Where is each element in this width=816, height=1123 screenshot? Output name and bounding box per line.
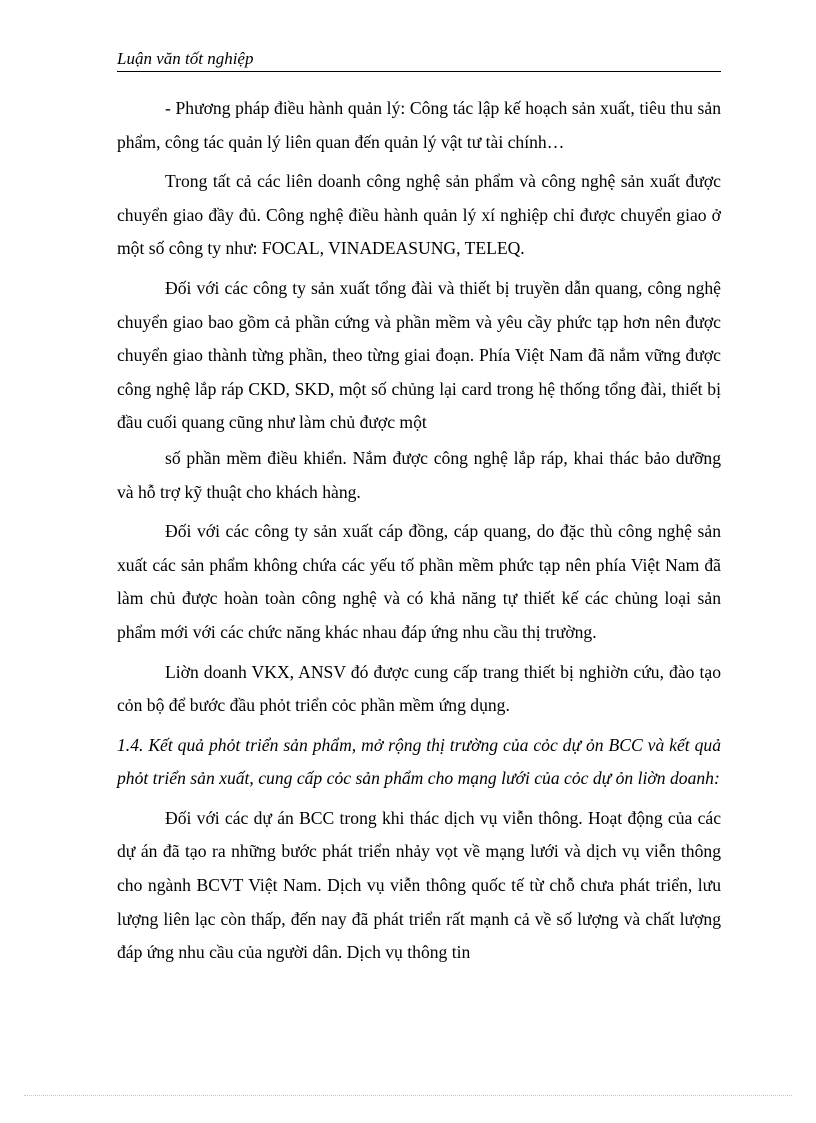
header-title: Luận văn tốt nghiệp (117, 49, 254, 68)
document-header (117, 48, 721, 72)
paragraph: Đối với các công ty sản xuất tổng đài và thiết bị truyền dẫn quang, công nghệ chuyển giao bao gồm cả phần cứng và phần mềm và yêu cầy phức tạp hơn nên được chuyển giao thành từng phần, theo từng giai đoạn. Phía Việt Nam đã nắm vững được công nghệ lắp ráp CKD, SKD, một số chủng lại card trong hệ thống tổng đài, thiết bị đầu cuối quang cũng như làm chủ được một (117, 277, 721, 433)
paragraph: Đối với các dự án BCC trong khi thác dịch vụ viễn thông. Hoạt động của các dự án đã tạo ra những bước phát triển nhảy vọt về mạng lưới và dịch vụ viễn thông cho ngành BCVT Việt Nam. Dịch vụ viễn thông quốc tế từ chỗ chưa phát triển, lưu lượng liên lạc còn thấp, đến nay đã phát triển rất mạnh cả về số lượng và chất lượng đáp ứng nhu cầu của người dân. Dịch vụ thông tin (117, 807, 721, 963)
paragraph: Đối với các công ty sản xuất cáp đồng, cáp quang, do đặc thù công nghệ sản xuất các sản phẩm không chứa các yếu tố phần mềm phức tạp nên phía Việt Nam đã làm chủ được hoàn toàn công nghệ và có khả năng tự thiết kế các chủng loại sản phẩm mới với các chức năng khác nhau đáp ứng nhu cầu thị trường. (117, 521, 721, 642)
document-body (117, 92, 721, 970)
paragraph: - Phương pháp điều hành quản lý: Công tác lập kế hoạch sản xuất, tiêu thu sản phẩm, công tác quản lý liên quan đến quản lý vật tư tài chính… (117, 98, 721, 152)
paragraph: Liờn doanh VKX, ANSV đó được cung cấp trang thiết bị nghiờn cứu, đào tạo cỏn bộ để bước đầu phỏt triển cỏc phần mềm ứng dụng. (117, 661, 721, 716)
section-heading: 1.4. Kết quả phỏt triển sản phẩm, mở rộng thị trường của cỏc dự ỏn BCC và kết quả phỏt triển sản xuất, cung cấp cỏc sản phẩm cho mạng lưới của cỏc dự ỏn liờn doanh: (117, 734, 721, 789)
footer-divider (24, 1095, 792, 1096)
paragraph-continuation: số phần mềm điều khiển. Nắm được công nghệ lắp ráp, khai thác bảo dưỡng và hỗ trợ kỹ thuật cho khách hàng. (117, 447, 721, 502)
paragraph: Trong tất cả các liên doanh công nghệ sản phẩm và công nghệ sản xuất được chuyển giao đầy đủ. Công nghệ điều hành quản lý xí nghiệp chỉ được chuyển giao ở một số công ty như: FOCAL, VINADEASUNG, TELEQ. (117, 171, 721, 259)
